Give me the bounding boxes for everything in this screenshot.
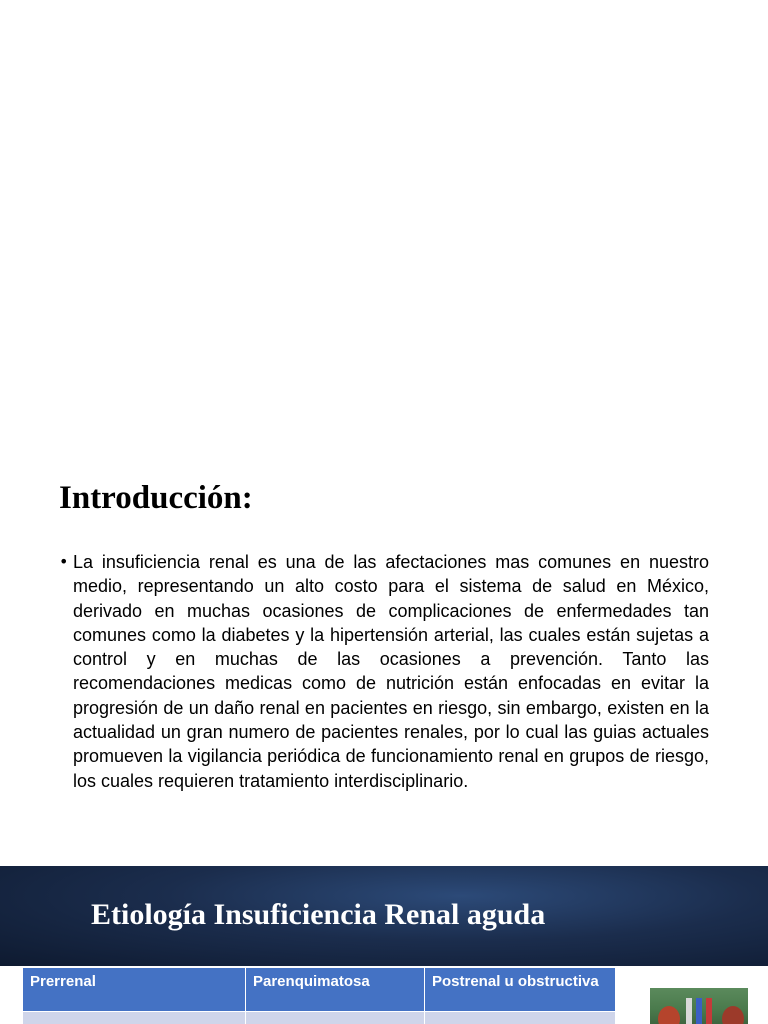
intro-paragraph: La insuficiencia renal es una de las afectaciones mas comunes en nuestro medio, representando un alto costo para el sistema de salud en México, derivado en muchas ocasiones de complicaciones de enfermedades tan comunes como la diabetes y la hipertensión arterial, las cuales están sujetas a control y en muchas de las ocasiones a prevención. Tanto las recomendaciones medicas como de nutrición están enfocadas en evitar la progresión de un daño renal en pacientes en riesgo, sin embargo, existen en la actualidad un gran numero de pacientes renales, por lo cual las guias actuales promueven la vigilancia periódica de funcionamiento renal en grupos de riesgo, los cuales requieren tratamiento interdisciplinario. (73, 552, 709, 791)
ureter-shape (686, 998, 692, 1024)
header-parenquimatosa: Parenquimatosa (246, 968, 425, 1012)
bullet-marker: • (59, 552, 69, 571)
vein-shape (696, 998, 702, 1024)
left-kidney-shape (658, 1006, 680, 1024)
intro-title: Introducción: (59, 480, 253, 516)
etiologia-table (22, 967, 616, 1024)
right-kidney-shape (722, 1006, 744, 1024)
artery-shape (706, 998, 712, 1024)
etiologia-title: Etiología Insuficiencia Renal aguda (91, 898, 546, 931)
table-header-row (23, 968, 616, 1012)
table-row (23, 1012, 616, 1024)
table-cell (246, 1012, 425, 1024)
table-cell (23, 1012, 246, 1024)
intro-bullet-item (59, 550, 711, 793)
etiologia-header-band (0, 866, 768, 966)
etiologia-slide (0, 866, 768, 1024)
header-prerrenal: Prerrenal (23, 968, 246, 1012)
kidney-illustration-icon (650, 988, 748, 1024)
table-cell (425, 1012, 616, 1024)
header-postrenal: Postrenal u obstructiva (425, 968, 616, 1012)
